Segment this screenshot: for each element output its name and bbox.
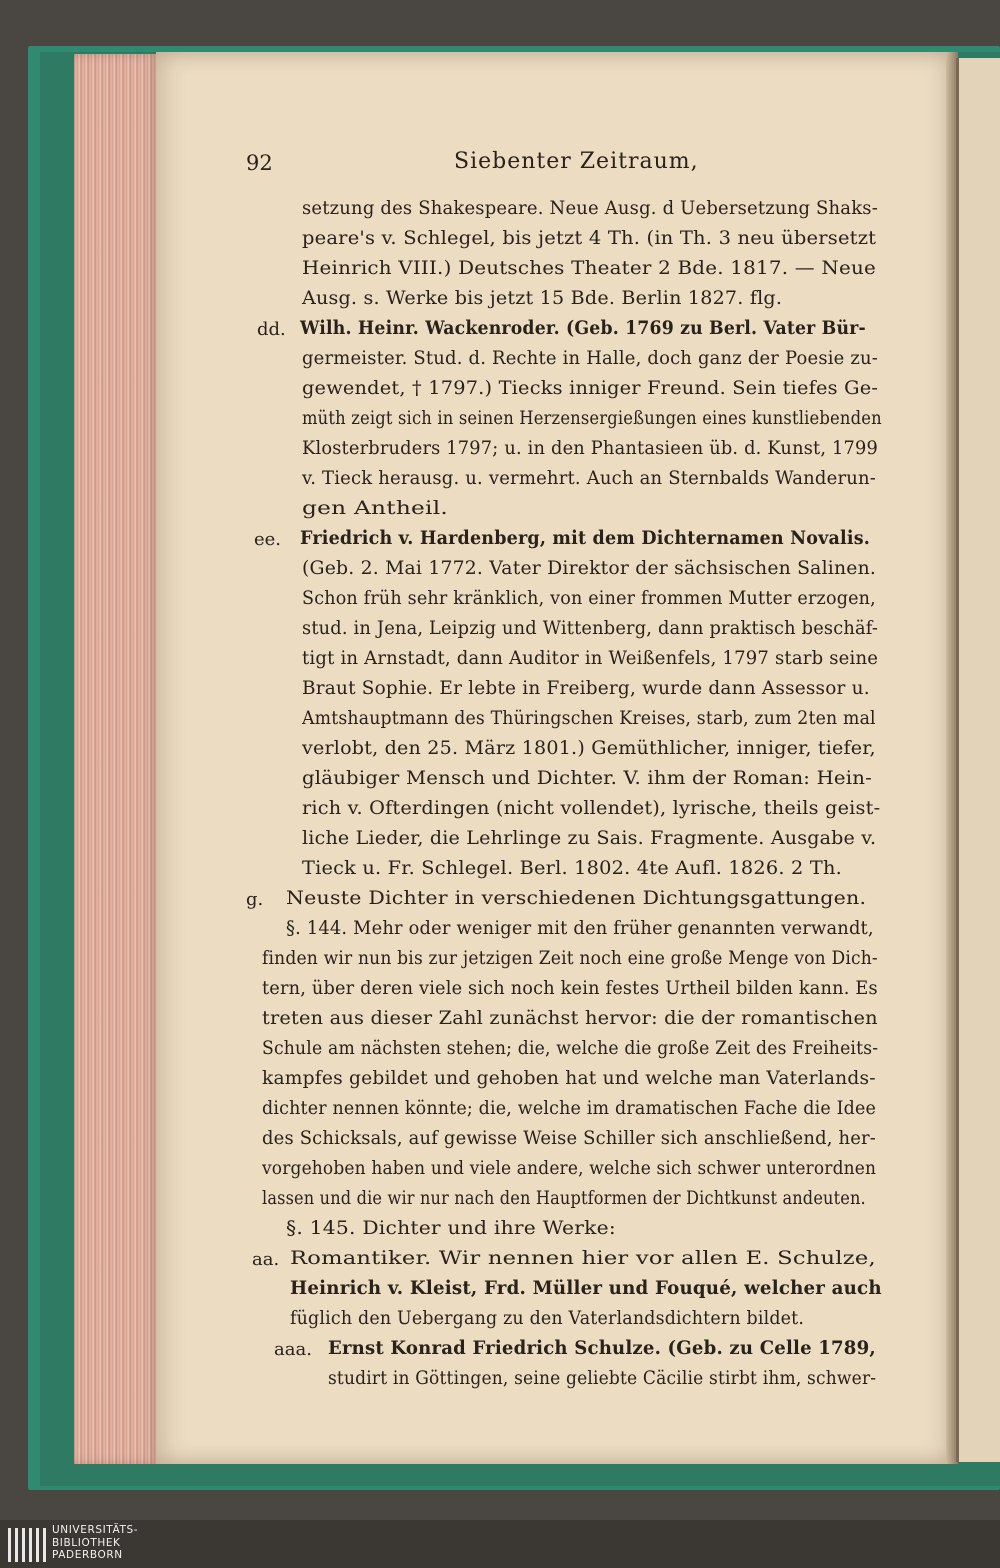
library-name-line-2: BIBLIOTHEK	[52, 1536, 121, 1549]
text-line: müth zeigt sich in seinen Herzensergießungen eines kunstliebenden	[302, 408, 882, 429]
text-line: Friedrich v. Hardenberg, mit dem Dichternamen Novalis.	[300, 528, 871, 549]
text-line: v. Tieck herausg. u. vermehrt. Auch an Sternbalds Wanderun-	[302, 468, 877, 489]
text-line: des Schicksals, auf gewisse Weise Schiller sich anschließend, her-	[262, 1128, 877, 1149]
text-line: Ernst Konrad Friedrich Schulze. (Geb. zu Celle 1789,	[328, 1338, 876, 1359]
text-line: tigt in Arnstadt, dann Auditor in Weißenfels, 1797 starb seine	[302, 648, 879, 669]
text-line: Tieck u. Fr. Schlegel. Berl. 1802. 4te Aufl. 1826. 2 Th.	[302, 858, 842, 879]
text-line: vorgehoben haben und viele andere, welche sich schwer unterordnen	[262, 1158, 877, 1179]
library-name-line-1: UNIVERSITÄTS-	[52, 1524, 139, 1536]
text-line: liche Lieder, die Lehrlinge zu Sais. Fragmente. Ausgabe v.	[302, 828, 877, 849]
text-line: kampfes gebildet und gehoben hat und welche man Vaterlands-	[262, 1068, 876, 1089]
running-head: Siebenter Zeitraum,	[454, 149, 699, 174]
text-line: Klosterbruders 1797; u. in den Phantasieen üb. d. Kunst, 1799	[302, 438, 879, 459]
text-line: peare's v. Schlegel, bis jetzt 4 Th. (in Th. 3 neu übersetzt	[302, 228, 877, 249]
text-line: lassen und die wir nur nach den Hauptformen der Dichtkunst andeuten.	[262, 1188, 866, 1209]
text-line: füglich den Uebergang zu den Vaterlandsdichtern bildet.	[290, 1308, 805, 1329]
text-line: gen Antheil.	[302, 498, 449, 519]
text-line: setzung des Shakespeare. Neue Ausg. d Uebersetzung Shaks-	[302, 198, 878, 219]
section-marker: dd.	[257, 319, 286, 340]
text-line: tern, über deren viele sich noch kein festes Urtheil bilden kann. Es	[262, 978, 878, 999]
text-line: Amtshauptmann des Thüringschen Kreises, starb, zum 2ten mal	[302, 708, 876, 729]
text-line: §. 144. Mehr oder weniger mit den früher genannten verwandt,	[286, 918, 874, 939]
text-line: Romantiker. Wir nennen hier vor allen E. Schulze,	[290, 1248, 876, 1269]
section-marker: aaa.	[274, 1339, 312, 1360]
text-line: Heinrich v. Kleist, Frd. Müller und Fouqué, welcher auch	[290, 1278, 882, 1299]
text-line: dichter nennen könnte; die, welche im dramatischen Fache die Idee	[262, 1098, 877, 1119]
text-line: Ausg. s. Werke bis jetzt 15 Bde. Berlin 1827. flg.	[302, 288, 783, 309]
text-line: gläubiger Mensch und Dichter. V. ihm der Roman: Hein-	[302, 768, 872, 789]
text-line: germeister. Stud. d. Rechte in Halle, doch ganz der Poesie zu-	[302, 348, 879, 369]
library-name	[52, 1524, 138, 1562]
library-name-line-3: PADERBORN	[52, 1549, 123, 1561]
footer-bar	[0, 1520, 1000, 1568]
facing-page-edge	[956, 58, 1000, 1462]
section-marker: g.	[246, 889, 264, 910]
section-marker: ee.	[254, 529, 282, 550]
library-logo-icon	[6, 1526, 48, 1564]
section-marker: aa.	[252, 1249, 280, 1270]
text-line: verlobt, den 25. März 1801.) Gemüthlicher, inniger, tiefer,	[302, 738, 876, 759]
text-line: §. 145. Dichter und ihre Werke:	[286, 1218, 616, 1239]
text-line: treten aus dieser Zahl zunächst hervor: die der romantischen	[262, 1008, 878, 1029]
text-line: stud. in Jena, Leipzig und Wittenberg, dann praktisch beschäf-	[302, 618, 879, 639]
text-line: Wilh. Heinr. Wackenroder. (Geb. 1769 zu Berl. Vater Bür-	[300, 318, 866, 339]
text-line: Heinrich VIII.) Deutsches Theater 2 Bde. 1817. — Neue	[302, 258, 876, 279]
text-line: studirt in Göttingen, seine geliebte Cäcilie stirbt ihm, schwer-	[328, 1368, 877, 1389]
text-line: rich v. Ofterdingen (nicht vollendet), lyrische, theils geist-	[302, 798, 881, 819]
text-line: Braut Sophie. Er lebte in Freiberg, wurde dann Assessor u.	[302, 678, 870, 699]
text-line: Neuste Dichter in verschiedenen Dichtungsgattungen.	[286, 888, 867, 909]
text-line: finden wir nun bis zur jetzigen Zeit noch eine große Menge von Dich-	[262, 948, 878, 969]
text-line: Schon früh sehr kränklich, von einer frommen Mutter erzogen,	[302, 588, 876, 609]
text-line: Schule am nächsten stehen; die, welche die große Zeit des Freiheits-	[262, 1038, 879, 1059]
text-line: (Geb. 2. Mai 1772. Vater Direktor der sächsischen Salinen.	[302, 558, 877, 579]
page-edges	[74, 54, 160, 1464]
page-number: 92	[246, 151, 273, 175]
text-line: gewendet, † 1797.) Tiecks inniger Freund. Sein tiefes Ge-	[302, 378, 879, 399]
